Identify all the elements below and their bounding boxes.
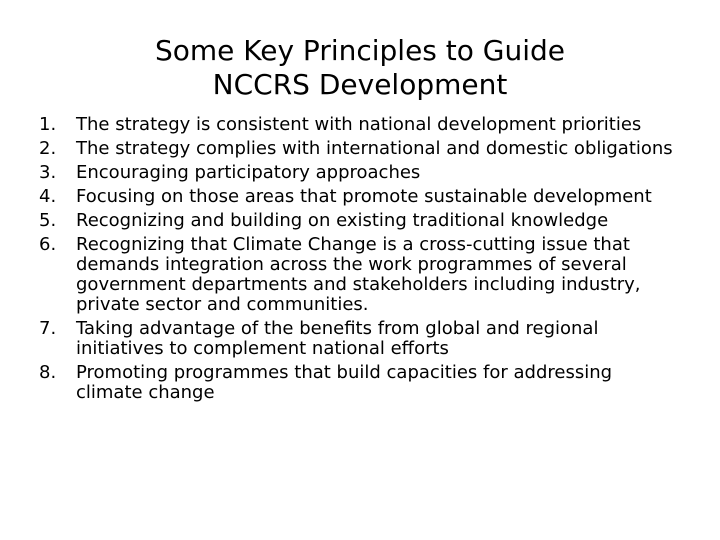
- item-text: Promoting programmes that build capacities for addressing climate change: [76, 362, 613, 403]
- item-number: 2.: [39, 138, 57, 159]
- item-text: The strategy is consistent with national development priorities: [76, 114, 642, 135]
- list-item: [36, 139, 676, 159]
- item-number: 3.: [39, 162, 57, 183]
- principles-list: [36, 115, 676, 407]
- slide-title: [0, 34, 720, 102]
- title-line-2: NCCRS Development: [212, 68, 508, 101]
- item-number: 4.: [39, 186, 57, 207]
- item-number: 1.: [39, 114, 57, 135]
- item-number: 7.: [39, 318, 57, 339]
- list-item: [36, 211, 676, 231]
- list-item: [36, 319, 676, 359]
- list-item: [36, 115, 676, 135]
- item-text: Taking advantage of the benefits from global and regional initiatives to complement national efforts: [76, 318, 599, 359]
- item-text: Recognizing that Climate Change is a cross-cutting issue that demands integration across the work programmes of several government departments and stakeholders including industry, private sector and communities.: [76, 234, 641, 315]
- item-number: 6.: [39, 234, 57, 255]
- item-text: Focusing on those areas that promote sustainable development: [76, 186, 652, 207]
- item-number: 8.: [39, 362, 57, 383]
- list-item: [36, 163, 676, 183]
- item-text: The strategy complies with international and domestic obligations: [76, 138, 673, 159]
- list-item: [36, 235, 676, 315]
- item-text: Encouraging participatory approaches: [76, 162, 421, 183]
- title-line-1: Some Key Principles to Guide: [154, 34, 566, 67]
- item-text: Recognizing and building on existing traditional knowledge: [76, 210, 609, 231]
- item-number: 5.: [39, 210, 57, 231]
- list-item: [36, 187, 676, 207]
- list-item: [36, 363, 676, 403]
